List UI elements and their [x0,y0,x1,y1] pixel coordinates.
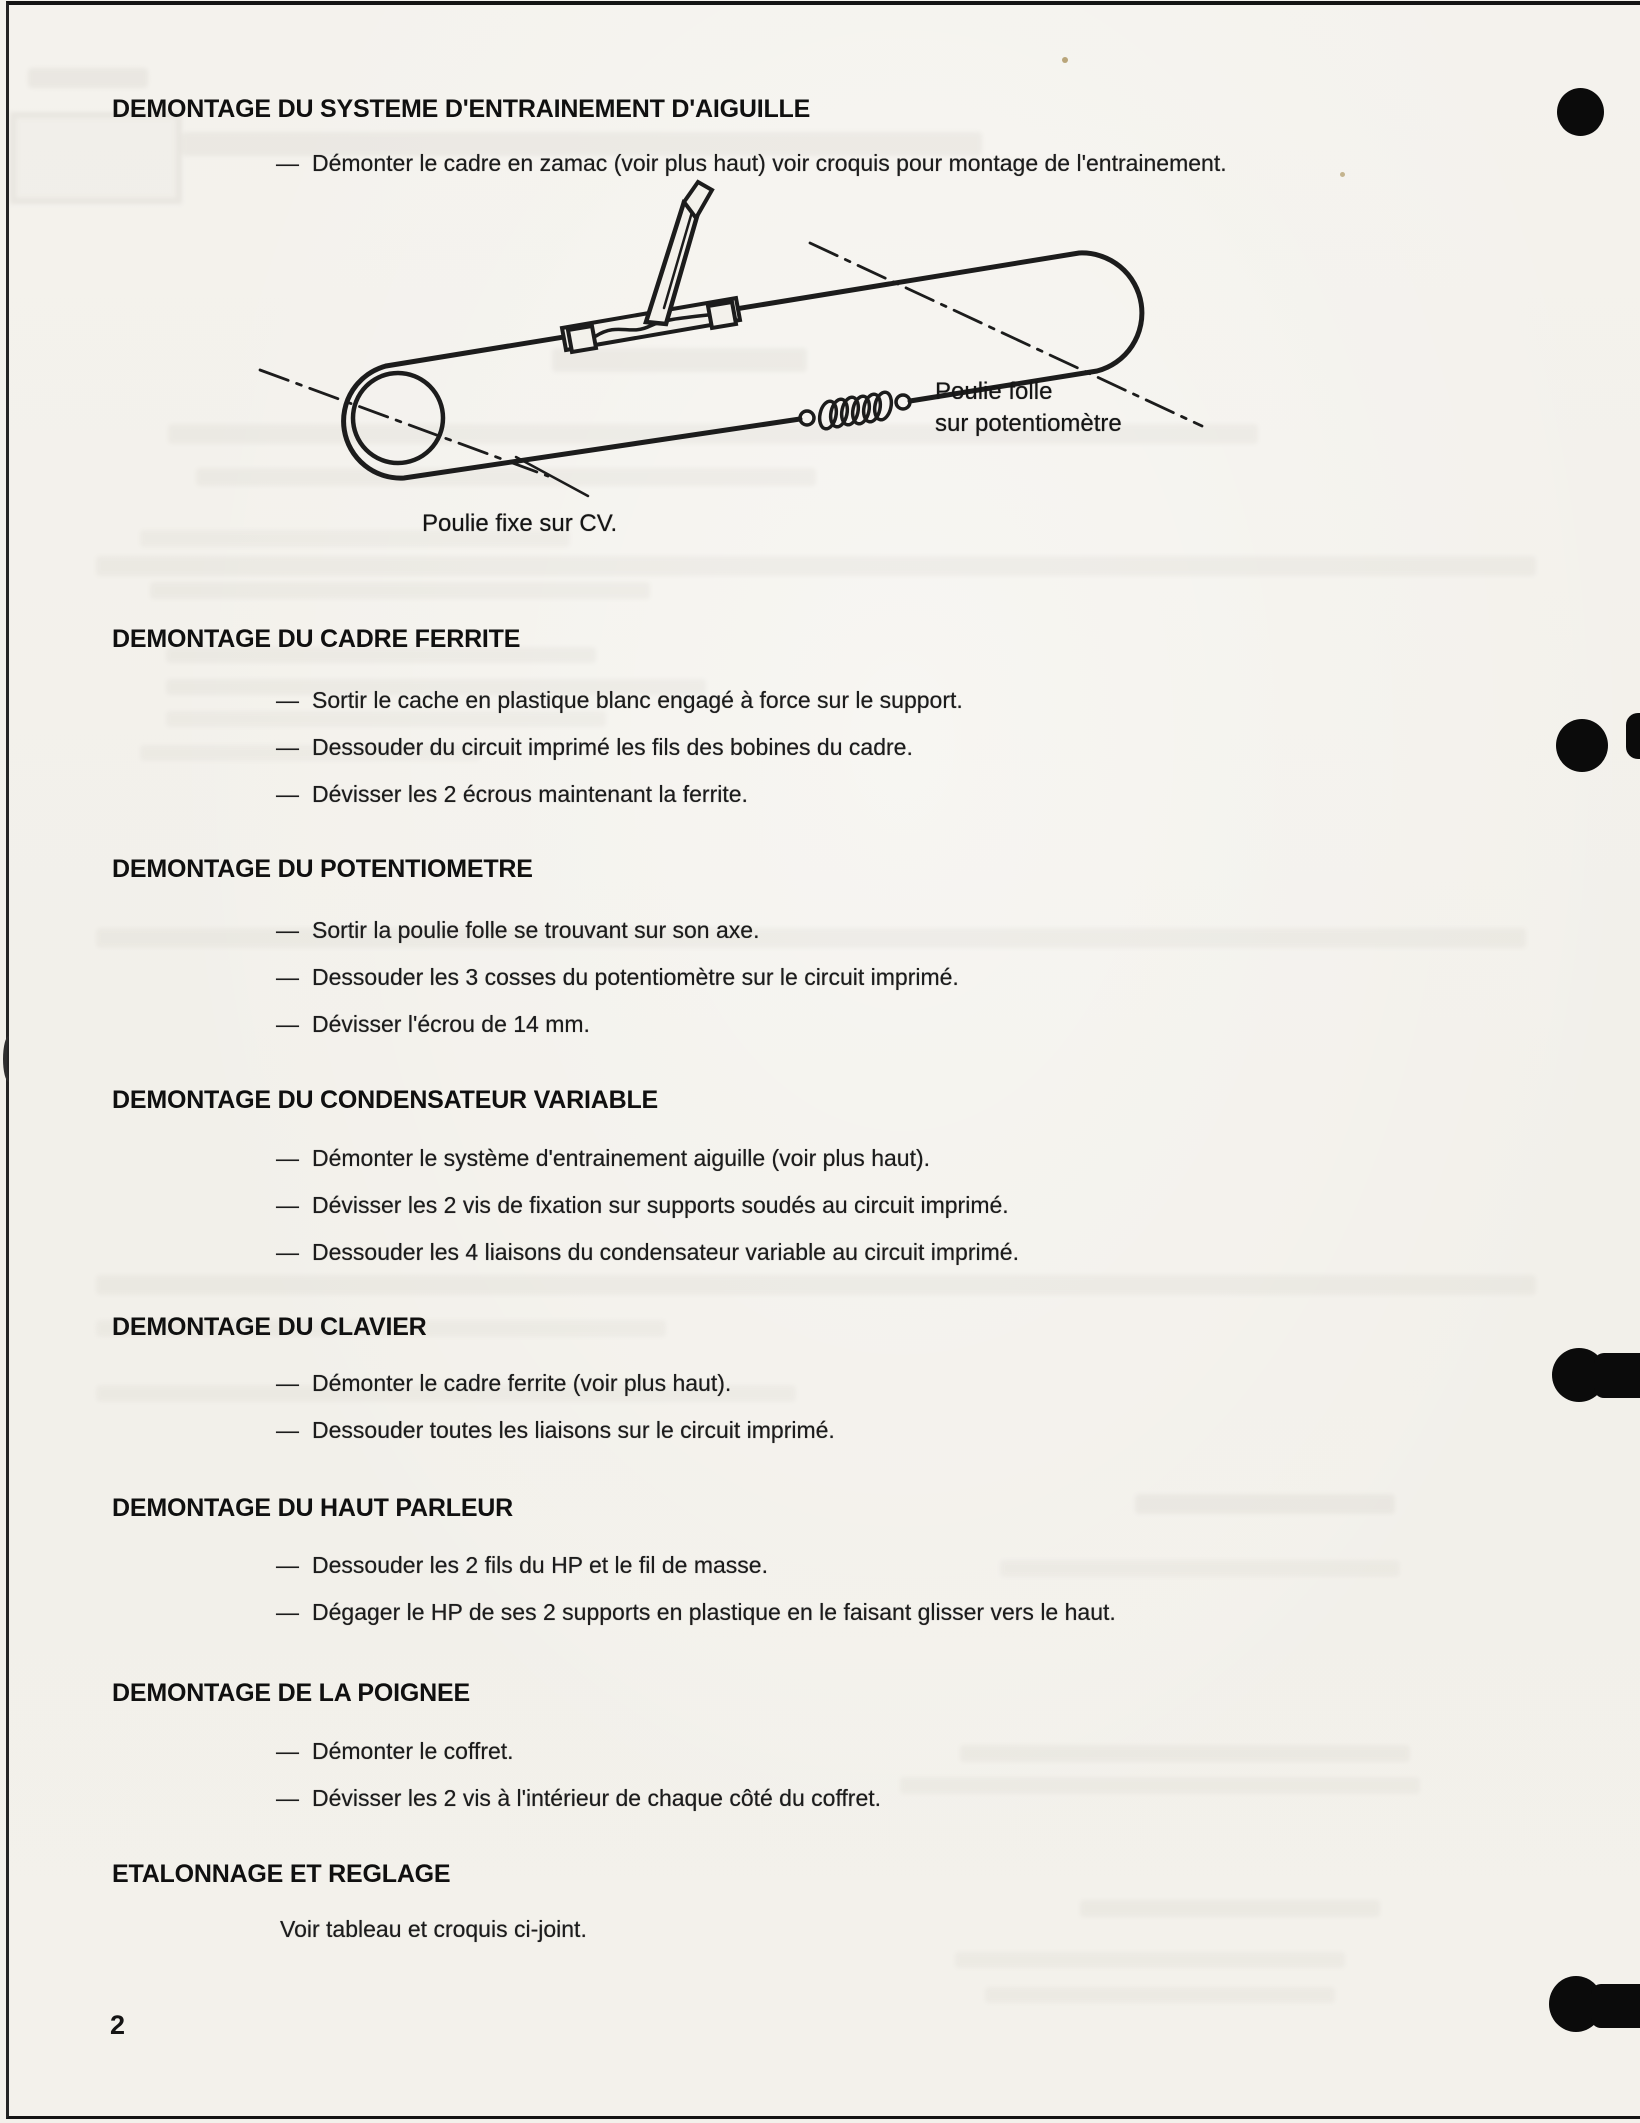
section-title: DEMONTAGE DE LA POIGNEE [112,1679,470,1707]
instruction-line [276,1239,1019,1266]
bleedthrough-ghost [28,68,148,88]
instruction-text: Dévisser les 2 écrous maintenant la ferrite. [312,781,748,807]
bleedthrough-ghost [10,112,182,204]
section-title: DEMONTAGE DU POTENTIOMETRE [112,855,533,883]
bullet-dash: — [276,1552,299,1578]
instruction-line [276,1552,768,1579]
section-title: DEMONTAGE DU CADRE FERRITE [112,625,521,653]
bleedthrough-ghost [1080,1900,1380,1917]
section-title: DEMONTAGE DU CLAVIER [112,1313,427,1341]
bullet-dash: — [276,1417,299,1443]
instruction-text: Sortir le cache en plastique blanc engagé à force sur le support. [312,687,963,713]
bleedthrough-ghost [900,1777,1420,1794]
section-title: DEMONTAGE DU CONDENSATEUR VARIABLE [112,1086,658,1114]
bleedthrough-ghost [96,1275,1536,1295]
instruction-text: Dessouder les 3 cosses du potentiomètre sur le circuit imprimé. [312,964,959,990]
instruction-line [276,1370,731,1397]
needle-drive-diagram [250,160,1250,560]
instruction-text: Dégager le HP de ses 2 supports en plastique en le faisant glisser vers le haut. [312,1599,1116,1625]
bleedthrough-ghost [1135,1494,1395,1514]
cv-pulley-axis-line [260,370,548,476]
bullet-dash: — [276,1011,299,1037]
instruction-text: Démonter le cadre ferrite (voir plus haut). [312,1370,732,1396]
cord-spring [800,391,910,431]
needle-pointer [562,182,740,352]
bleedthrough-ghost [1000,1560,1400,1577]
bullet-dash: — [276,1599,299,1625]
instruction-text: Dessouder toutes les liaisons sur le circuit imprimé. [312,1417,835,1443]
idler-pulley-label: Poulie folle sur potentiomètre [935,378,1122,437]
bullet-dash: — [276,1192,299,1218]
instruction-text: Voir tableau et croquis ci-joint. [280,1916,587,1942]
binding-hole [1557,88,1604,136]
instruction-line [276,1738,514,1765]
page-number: 2 [110,2010,126,2040]
instruction-line [276,1599,1116,1626]
bullet-dash: — [276,781,299,807]
instruction-line [276,781,748,808]
instruction-text: Dessouder du circuit imprimé les fils des bobines du cadre. [312,734,913,760]
bullet-dash: — [276,1370,299,1396]
bullet-dash: — [276,917,299,943]
instruction-text: Dessouder les 2 fils du HP et le fil de masse. [312,1552,768,1578]
instruction-line [276,1417,835,1444]
instruction-line [276,1785,881,1812]
instruction-text: Dévisser les 2 vis de fixation sur supports soudés au circuit imprimé. [312,1192,1009,1218]
instruction-text: Démonter le cadre en zamac (voir plus haut) voir croquis pour montage de l'entrainement. [312,150,1227,176]
instruction-line [276,1145,930,1172]
instruction-line [276,917,759,944]
bullet-dash: — [276,1738,299,1764]
instruction-text: Dévisser les 2 vis à l'intérieur de chaque côté du coffret. [312,1785,882,1811]
bleedthrough-ghost [150,582,650,599]
binding-hole-tear [1594,1353,1640,1398]
bullet-dash: — [276,734,299,760]
bullet-dash: — [276,150,299,176]
instruction-text: Dévisser l'écrou de 14 mm. [312,1011,590,1037]
bleedthrough-ghost [960,1745,1410,1762]
bullet-dash: — [276,1145,299,1171]
bullet-dash: — [276,1239,299,1265]
scan-edge-artifact [3,1036,15,1082]
bullet-dash: — [276,687,299,713]
section-title: DEMONTAGE DU HAUT PARLEUR [112,1494,514,1522]
instruction-line [276,1192,1009,1219]
paper-speck [1340,172,1345,177]
instruction-line [276,1011,590,1038]
instruction-line [276,687,963,714]
bullet-dash: — [276,1785,299,1811]
instruction-line [280,1916,587,1943]
instruction-text: Sortir la poulie folle se trouvant sur son axe. [312,917,760,943]
instruction-text: Démonter le coffret. [312,1738,514,1764]
cv-pulley [353,373,443,463]
instruction-line [276,964,959,991]
binding-hole-tear [1626,713,1640,759]
bleedthrough-ghost [955,1952,1345,1968]
section-title: ETALONNAGE ET REGLAGE [112,1860,451,1888]
binding-hole [1556,719,1608,772]
paper-speck [1062,57,1068,63]
instruction-line [276,734,913,761]
bullet-dash: — [276,964,299,990]
instruction-text: Dessouder les 4 liaisons du condensateur variable au circuit imprimé. [312,1239,1019,1265]
instruction-text: Démonter le système d'entrainement aiguille (voir plus haut). [312,1145,931,1171]
fixed-pulley-leader-line [516,457,588,496]
fixed-pulley-label: Poulie fixe sur CV. [422,510,618,537]
bleedthrough-ghost [985,1987,1335,2003]
section-title: DEMONTAGE DU SYSTEME D'ENTRAINEMENT D'AIGUILLE [112,95,811,123]
binding-hole-tear [1591,1984,1640,2028]
